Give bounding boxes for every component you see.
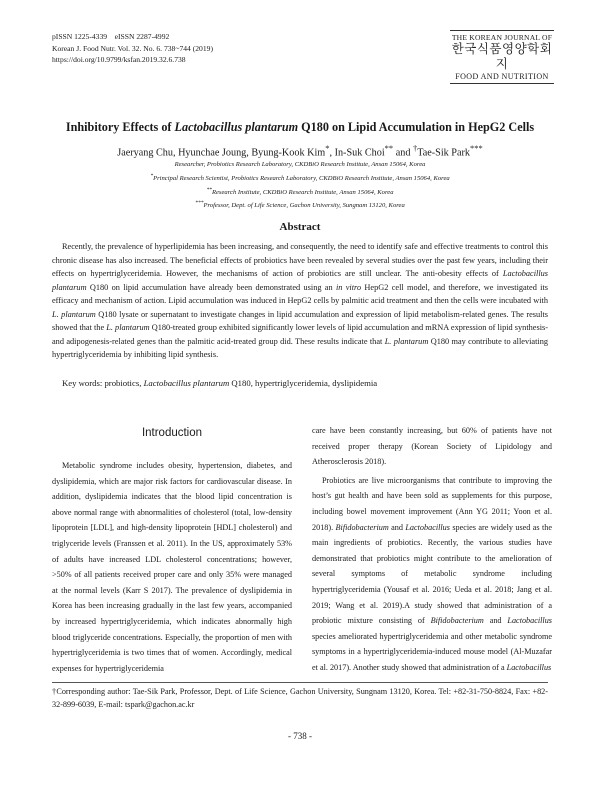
body-text: and [483, 616, 508, 626]
author-names: Tae-Sik Park [417, 147, 470, 159]
species-name: Lactobacillus [405, 522, 450, 532]
affiliation-text: Researcher, Probiotics Research Laboratory, CKDBiO Research Institute, Ansan 15064, Korea [174, 161, 426, 169]
body-paragraph: care have been constantly increasing, but 60% of patients have not received proper therapy (Korean Society of Lipidology and Atherosclerosis 2018). [312, 426, 552, 467]
species-name: Bifidobacterium [335, 522, 389, 532]
abstract-heading: Abstract [279, 221, 321, 233]
author-names: and [393, 147, 413, 159]
affil-mark: *** [195, 200, 204, 207]
footnote-divider [52, 682, 548, 683]
affiliation-text: Research Institute, CKDBiO Research Institute, Ansan 15064, Korea [211, 188, 394, 196]
body-text: and [388, 522, 406, 532]
affil-mark: * [325, 143, 330, 153]
introduction-heading: Introduction [141, 427, 203, 439]
author-names: Jaeryang Chu, Hyunchae Joung, Byung-Kook Kim [117, 147, 326, 159]
doi-link[interactable]: https://doi.org/10.9799/ksfan.2019.32.6.738 [52, 55, 186, 64]
species-name: Lactobacillus [506, 662, 552, 672]
body-paragraph: Metabolic syndrome includes obesity, hypertension, diabetes, and dyslipidemia, which are major risk factors for cardiovascular disease. In addition, dyslipidemia indicates that the blood lipid concentration is above normal range with abnormalities of cholesterol (total, low-density lipoprotein [LDL], and high-density lipoprotein [HDL] cholesterol) and triglyceride levels (Franssen et al. 2011). In the US, approximately 53% of adults have increased LDL cholesterol concentrations; however, >50% of all patients received proper care and only 35% were managed at the normal levels (Karr S 2017). The prevalence of dyslipidemia in Korea has been increasing gradually in the last few years, accompanied by increased hypertriglyceridemia, which indicates abnormally high blood triglyceride concentrations. Especially, the proportion of men with hypertriglyceridemia is two times that of women. Accordingly, medical expenses for hypertriglyceridemia [52, 461, 292, 673]
affiliation-text: Principal Research Scientist, Probiotics Research Laboratory, CKDBiO Research Institute, Ansan 15064, Korea [153, 174, 450, 182]
affil-mark: * [150, 172, 154, 179]
title-species: Lactobacillus plantarum [174, 120, 299, 134]
body-paragraph [312, 473, 552, 676]
body-text: species are widely used as the main ingredients of probiotics. Recently, the various studies have demonstrated that probiotics might contribute to the amelioration of several symptoms of metabolic syndrome including hypertriglyceridemia (Yousaf et al. 2016; Ueda et al. 2018; Jang et al. 2019; Wang et al. 2019).A study showed that administration of a probiotic mixture consisting of [312, 522, 552, 626]
author-names: , In-Suk Choi [329, 147, 385, 159]
journal-name-korean: 한국식품영양학회지 [451, 42, 553, 71]
corresponding-mark: † [412, 143, 418, 153]
species-name: L. plantarum [52, 309, 96, 319]
journal-logo [450, 30, 554, 84]
corresponding-author-footnote: †Corresponding author: Tae-Sik Park, Professor, Dept. of Life Science, Gachon University, Sungnam 13120, Korea. Tel: +82-31-750-8824, Fax: +82-32-899-6039, E-mail: tspark@gachon.ac.kr [52, 687, 548, 709]
abstract-text: Q180 may contribute to alleviating hypertriglyceridemia by inhibiting lipid synthesis. [52, 336, 549, 359]
species-name: Lactobacillus [507, 616, 552, 626]
affil-mark: *** [469, 143, 483, 153]
species-name: Lactobacillus plantarum [143, 378, 230, 388]
affiliation-text: Professor, Dept. of Life Science, Gachon University, Sungnam 13120, Korea [203, 202, 405, 210]
abstract-text: HepG2 cell model, and therefore, we investigated its efficacy and mechanism of action. Lipid accumulation was induced in HepG2 cells by palmitic acid treatment and then the cells were incubated with [52, 282, 549, 305]
journal-name-bottom: FOOD AND NUTRITION [450, 72, 554, 84]
affiliations [0, 157, 600, 212]
affiliation [0, 185, 600, 199]
title-text-end: Q180 on Lipid Accumulation in HepG2 Cells [298, 120, 535, 134]
abstract-text: Recently, the prevalence of hyperlipidemia has been increasing, and consequently, the need to identify safe and effective treatments to control this chronic disease has also increased. The beneficial effects of probiotics have been revealed by several studies over the past few years, including their effects on hypertriglyceridemia. However, the mechanisms of action of probiotics are still unclear. The anti-obesity effects of [52, 242, 548, 278]
affil-mark: ** [384, 143, 394, 153]
species-name: L. plantarum [384, 336, 429, 346]
title-text: Inhibitory Effects of [65, 120, 175, 134]
affil-mark: ** [206, 186, 212, 193]
affiliation [0, 198, 600, 212]
left-column [52, 458, 292, 676]
affiliation [0, 171, 600, 185]
right-column [312, 423, 552, 676]
abstract-text: Q180 on lipid accumulation have already been demonstrated using an [86, 282, 336, 292]
page-number: - 738 - [288, 731, 312, 741]
body-text: species ameliorated hypertriglyceridemia and other metabolic syndrome symptoms in a hypertriglyceridemia-induced mouse model (Al-Muzafar et al. 2017). Another study showed that administration of a [312, 631, 552, 672]
affiliation [0, 157, 600, 171]
body-text: Probiotics are live microorganisms that contribute to improving the host’s gut health and have been sold as supplements for this purpose, including bowel movement improvement (Ann YG 2011; Yoon et al. 2018). [312, 475, 552, 532]
citation-line: Korean J. Food Nutr. Vol. 32. No. 6. 738~744 (2019) [52, 43, 213, 53]
species-name: L. plantarum [106, 323, 150, 332]
journal-metadata [52, 31, 213, 66]
italic-term: in vitro [335, 282, 362, 292]
journal-name-top: THE KOREAN JOURNAL OF [450, 30, 554, 42]
abstract-text: Q180-treated group exhibited significantly lower levels of lipid accumulation and mRNA expression of lipid synthesis- and adipogenesis-related genes than the palmitic acid-treated group did. These results indicate that [52, 323, 548, 346]
issn-line: pISSN 1225-4339 eISSN 2287-4992 [52, 32, 170, 41]
keywords-text: Key words: probiotics, [62, 378, 144, 388]
species-name: Bifidobacterium [430, 616, 484, 626]
abstract-body [52, 240, 548, 362]
species-name: Lactobacillus plantarum [52, 269, 548, 292]
abstract-paragraph [52, 240, 548, 362]
paper-title [0, 120, 600, 135]
keywords-text: Q180, hypertriglyceridemia, dyslipidemia [229, 378, 378, 388]
abstract-text: Q180 lysate or supernatant to investigate changes in lipid accumulation and expression of lipid metabolism-related genes. The results showed that the [52, 309, 548, 332]
keywords [62, 378, 377, 388]
